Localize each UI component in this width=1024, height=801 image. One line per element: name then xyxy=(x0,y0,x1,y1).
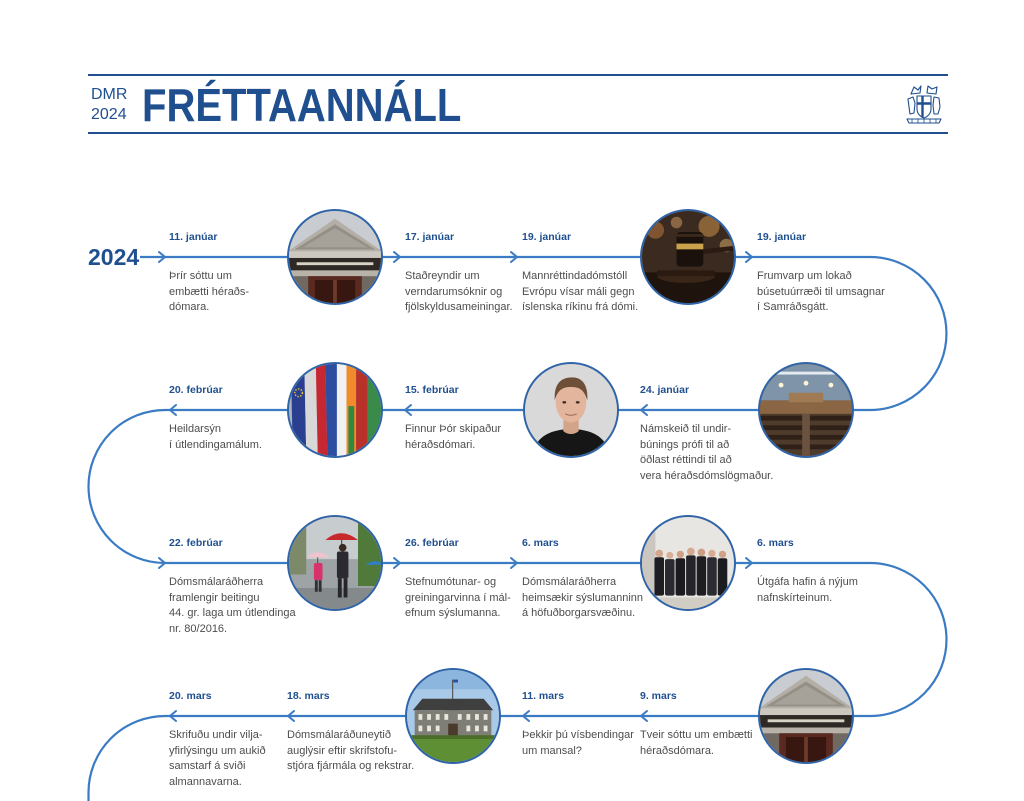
entry-text: Finnur Þór skipaður héraðsdómari. xyxy=(405,423,501,451)
entry-date: 9. mars xyxy=(640,690,677,702)
entry-text: Heildarsýn í útlendingamálum. xyxy=(169,423,262,451)
photo-umbrellas xyxy=(287,515,383,611)
entry-text: Mannréttindadómstóll Evrópu vísar máli gegn íslenska ríkinu frá dómi. xyxy=(522,270,639,314)
entry-text: Þrír sóttu um embætti héraðs- dómara. xyxy=(169,270,250,314)
entry-text: Frumvarp um lokað búsetuúrræði til umsagnar í Samráðsgátt. xyxy=(757,270,885,314)
entry-date: 6. mars xyxy=(522,537,559,549)
entry-text: Skrifuðu undir vilja- yfirlýsingu um aukið samstarf á sviði almannavarna. xyxy=(169,729,266,788)
entry-date: 11. janúar xyxy=(169,231,218,243)
entry-text: Dómsmálaráðherra framlengir beitingu 44. gr. laga um útlendinga nr. 80/2016. xyxy=(169,576,296,635)
timeline-entry xyxy=(757,231,885,316)
entry-date: 24. janúar xyxy=(640,384,690,396)
timeline-entry xyxy=(169,384,262,453)
entry-text: Útgáfa hafin á nýjum nafnskírteinum. xyxy=(757,576,858,604)
entry-date: 19. janúar xyxy=(757,231,807,243)
timeline-entry xyxy=(405,384,501,453)
timeline-entry xyxy=(169,537,296,637)
timeline-entry xyxy=(522,690,634,759)
timeline-entry xyxy=(405,537,511,622)
entry-date: 18. mars xyxy=(287,690,330,702)
header-year: 2024 xyxy=(91,106,127,123)
timeline-entry xyxy=(169,690,266,790)
entry-text: Staðreyndir um verndarumsóknir og fjölskyldusameiningar. xyxy=(405,270,513,314)
photo-group xyxy=(640,515,736,611)
photo-courthouse xyxy=(758,668,854,764)
timeline-entry xyxy=(287,690,414,775)
photo-flags xyxy=(287,362,383,458)
photo-gavel xyxy=(640,209,736,305)
entry-date: 17. janúar xyxy=(405,231,455,243)
timeline-entry xyxy=(522,537,643,622)
entry-date: 20. mars xyxy=(169,690,212,702)
entry-text: Námskeið til undir- búnings prófi til að öðlast réttindi til að vera héraðsdómslögmaður. xyxy=(640,423,774,482)
org-label: DMR xyxy=(91,86,128,103)
timeline-entry xyxy=(640,384,773,484)
timeline-entry xyxy=(405,231,513,316)
entry-text: Dómsmálaráðherra heimsækir sýslumanninn á höfuðborgarsvæðinu. xyxy=(522,576,644,620)
timeline-entry xyxy=(640,690,752,759)
timeline-entry xyxy=(169,231,249,316)
entry-date: 20. febrúar xyxy=(169,384,223,396)
photo-government-building xyxy=(405,668,501,764)
entry-date: 22. febrúar xyxy=(169,537,223,549)
entry-date: 19. janúar xyxy=(522,231,572,243)
entry-text: Stefnumótunar- og greiningarvinna í mál- efnum sýslumanna. xyxy=(405,576,511,620)
photo-portrait xyxy=(523,362,619,458)
entry-date: 6. mars xyxy=(757,537,794,549)
page-title: FRÉTTAANNÁLL xyxy=(142,79,462,131)
timeline-year-label: 2024 xyxy=(88,244,140,270)
entry-date: 15. febrúar xyxy=(405,384,459,396)
entry-text: Dómsmálaráðuneytið auglýsir eftir skrifstofu- stjóra fjármála og rekstrar. xyxy=(287,729,415,773)
entry-date: 11. mars xyxy=(522,690,565,702)
entry-text: Tveir sóttu um embætti héraðsdómara. xyxy=(640,729,753,757)
timeline-entry xyxy=(757,537,858,606)
timeline-entry xyxy=(522,231,638,316)
entry-text: Þekkir þú vísbendingar um mansal? xyxy=(522,729,634,757)
photo-courthouse xyxy=(287,209,383,305)
entry-date: 26. febrúar xyxy=(405,537,459,549)
